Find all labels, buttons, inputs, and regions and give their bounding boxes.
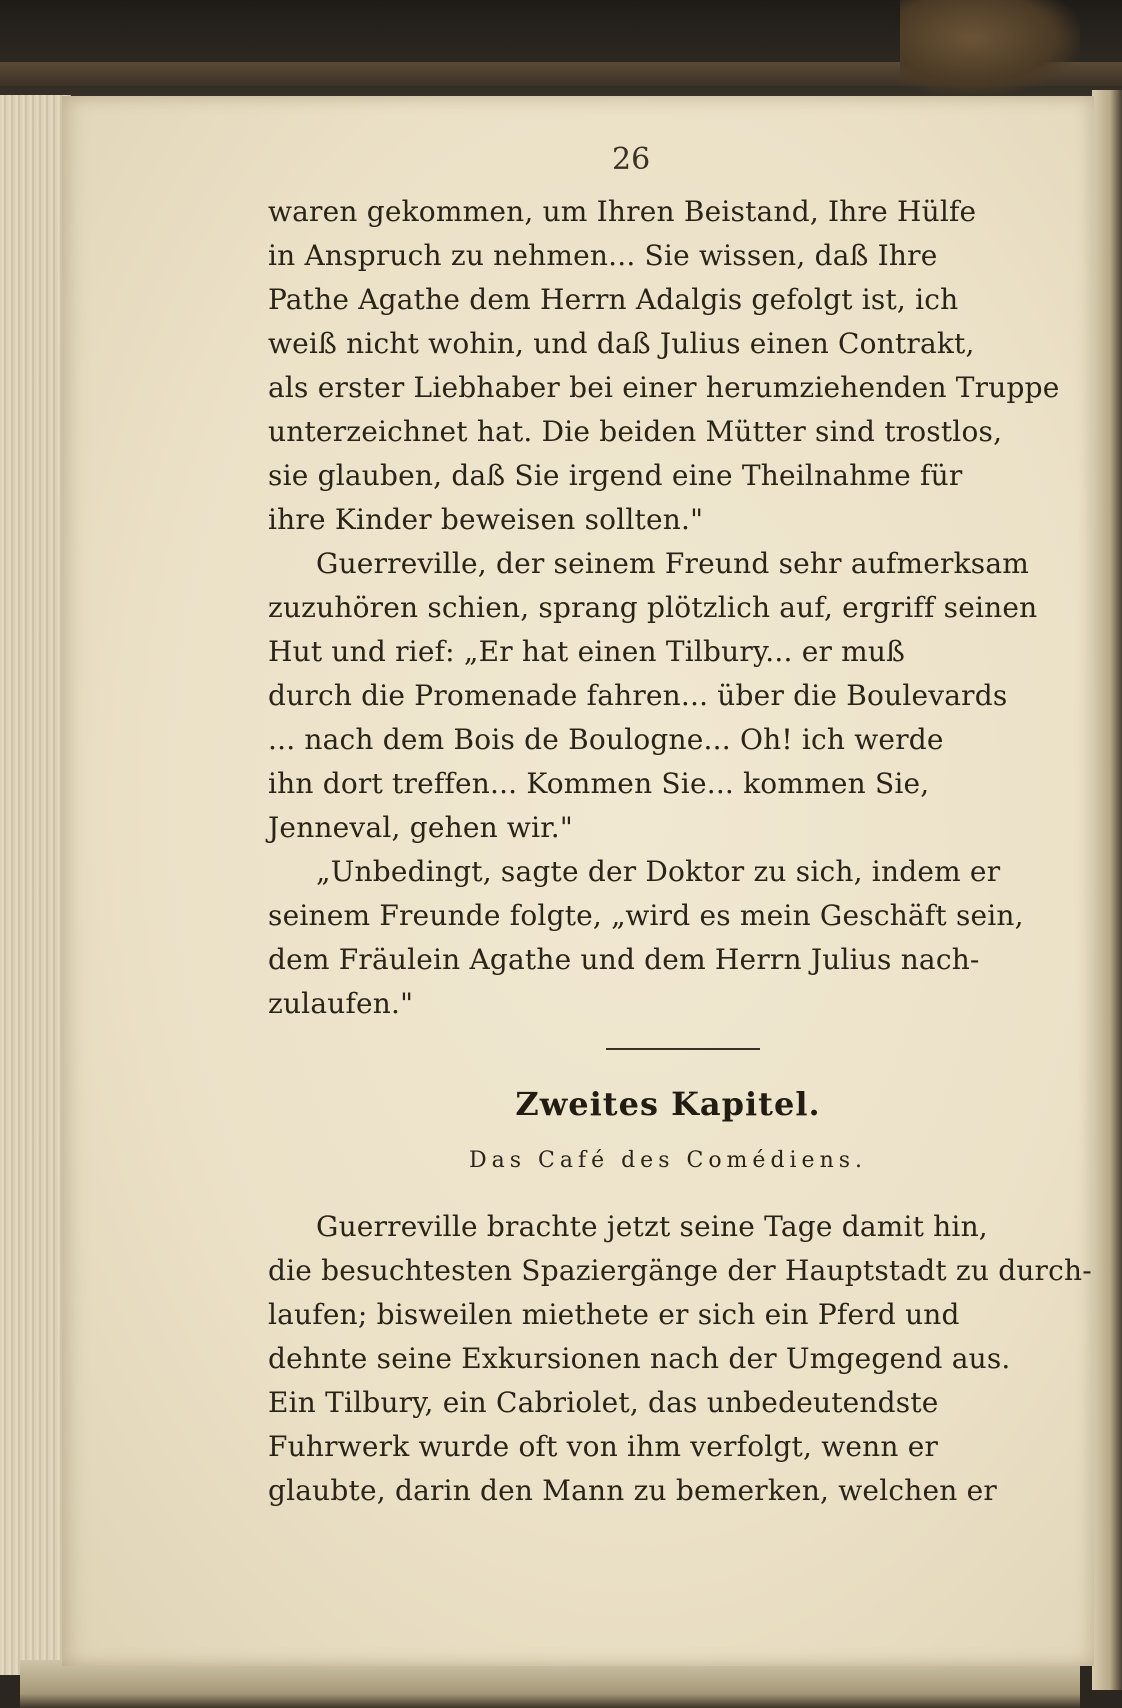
text-line: Jenneval, gehen wir." (268, 811, 573, 844)
text-line: in Anspruch zu nehmen... Sie wissen, daß Ihre (268, 239, 938, 272)
text-line: die besuchtesten Spaziergänge der Hauptstadt zu durch- (268, 1254, 1092, 1287)
text-line: waren gekommen, um Ihren Beistand, Ihre Hülfe (268, 195, 977, 228)
page-edge-right (1092, 90, 1122, 1690)
page-number: 26 (612, 142, 651, 177)
page-edges-bottom (20, 1660, 1080, 1708)
text-line: Pathe Agathe dem Herrn Adalgis gefolgt ist, ich (268, 283, 959, 316)
text-line: dehnte seine Exkursionen nach der Umgegend aus. (268, 1342, 1011, 1375)
chapter-subtitle: Das Café des Comédiens. (468, 1148, 868, 1173)
paragraph-guerreville (268, 542, 1068, 850)
text-line: als erster Liebhaber bei einer herumziehenden Truppe (268, 371, 1060, 404)
text-line: Guerreville brachte jetzt seine Tage damit hin, (316, 1210, 988, 1243)
chapter-title: Zweites Kapitel. (515, 1085, 821, 1123)
text-line: unterzeichnet hat. Die beiden Mütter sind trostlos, (268, 415, 1003, 448)
text-line: zuzuhören schien, sprang plötzlich auf, ergriff seinen (268, 591, 1038, 624)
text-line: Fuhrwerk wurde oft von ihm verfolgt, wenn er (268, 1430, 939, 1463)
text-line: zulaufen." (268, 987, 414, 1020)
text-line: dem Fräulein Agathe und dem Herrn Julius nach- (268, 943, 980, 976)
text-line: laufen; bisweilen miethete er sich ein Pferd und (268, 1298, 960, 1331)
bookmark-ribbon (900, 0, 1080, 95)
text-line: seinem Freunde folgte, „wird es mein Geschäft sein, (268, 899, 1024, 932)
text-line: Ein Tilbury, ein Cabriolet, das unbedeutendste (268, 1386, 939, 1419)
text-line: weiß nicht wohin, und daß Julius einen Contrakt, (268, 327, 975, 360)
paragraph-doktor (268, 850, 1068, 1026)
text-line: sie glauben, daß Sie irgend eine Theilnahme für (268, 459, 963, 492)
text-line: glaubte, darin den Mann zu bemerken, welchen er (268, 1474, 997, 1507)
text-line: ... nach dem Bois de Boulogne... Oh! ich werde (268, 723, 944, 756)
text-line: „Unbedingt, sagte der Doktor zu sich, indem er (316, 855, 1001, 888)
page-edges-left (0, 95, 71, 1675)
text-line: ihn dort treffen... Kommen Sie... kommen Sie, (268, 767, 930, 800)
text-line: durch die Promenade fahren... über die Boulevards (268, 679, 1008, 712)
text-line: Hut und rief: „Er hat einen Tilbury... er muß (268, 635, 906, 668)
paragraph-chapter-start (268, 1205, 1092, 1513)
text-line: ihre Kinder beweisen sollten." (268, 503, 704, 536)
text-line: Guerreville, der seinem Freund sehr aufmerksam (316, 547, 1030, 580)
passage-continuation (268, 190, 1068, 542)
section-divider (606, 1048, 760, 1050)
